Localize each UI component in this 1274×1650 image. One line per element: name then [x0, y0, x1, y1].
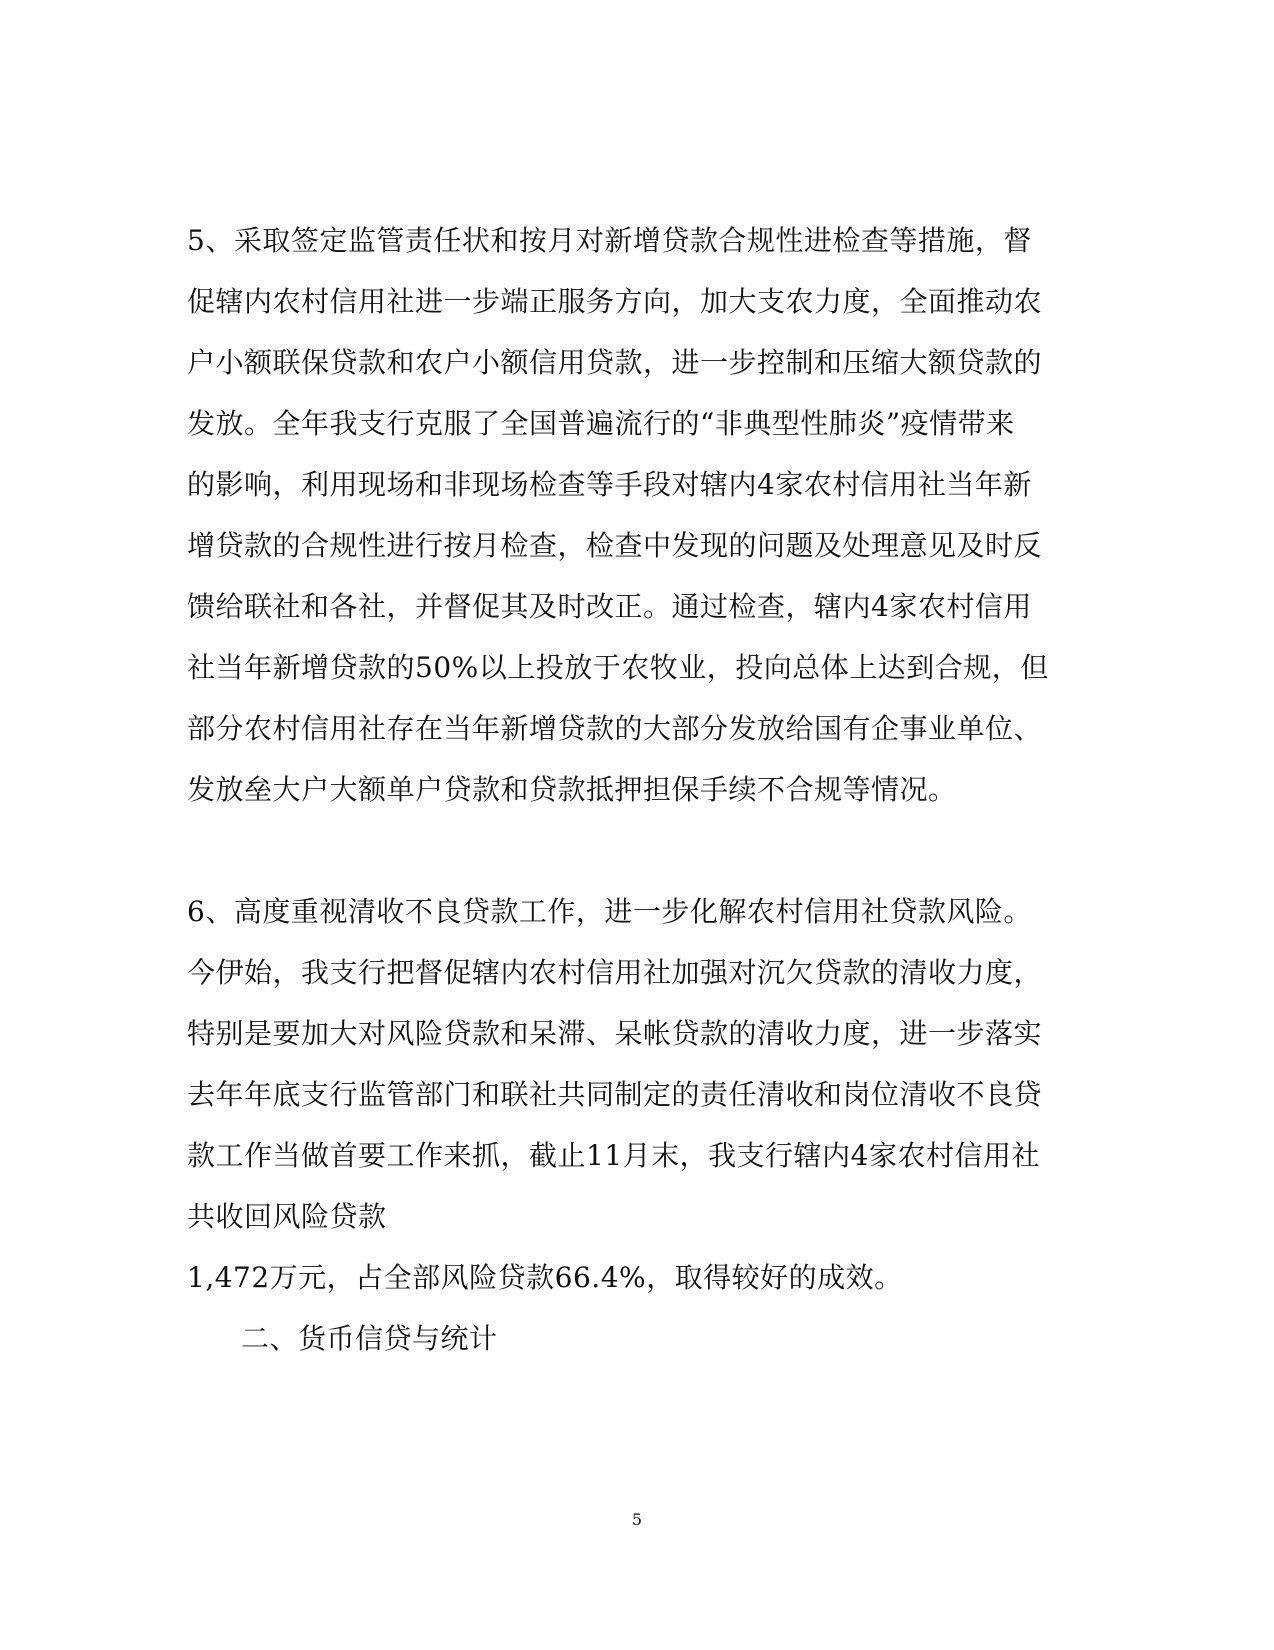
text-line: 的影响，利用现场和非现场检查等手段对辖内4家农村信用社当年新 — [187, 468, 1032, 501]
text-line: 6、高度重视清收不良贷款工作，进一步化解农村信用社贷款风险。 — [187, 895, 1032, 928]
text-line: 5、采取签定监管责任状和按月对新增贷款合规性进检查等措施，督 — [187, 224, 1032, 257]
text-line: 去年年底支行监管部门和联社共同制定的责任清收和岗位清收不良贷 — [187, 1078, 1043, 1111]
text-line: 馈给联社和各社，并督促其及时改正。通过检查，辖内4家农村信用 — [187, 590, 1032, 623]
text-line: 共收回风险贷款 — [187, 1200, 387, 1233]
text-line: 特别是要加大对风险贷款和呆滞、呆帐贷款的清收力度，进一步落实 — [187, 1017, 1043, 1050]
text-line: 增贷款的合规性进行按月检查，检查中发现的问题及处理意见及时反 — [187, 529, 1043, 562]
text-line: 发放。全年我支行克服了全国普遍流行的“非典型性肺炎”疫情带来 — [187, 407, 1015, 440]
text-line: 促辖内农村信用社进一步端正服务方向，加大支农力度，全面推动农 — [187, 285, 1043, 318]
text-line: 社当年新增贷款的50%以上投放于农牧业，投向总体上达到合规，但 — [187, 651, 1049, 684]
page-number: 5 — [631, 1510, 643, 1529]
text-line: 1,472万元，占全部风险贷款66.4%，取得较好的成效。 — [187, 1261, 903, 1294]
text-line: 发放垒大户大额单户贷款和贷款抵押担保手续不合规等情况。 — [187, 773, 957, 806]
text-line: 今伊始，我支行把督促辖内农村信用社加强对沉欠贷款的清收力度， — [187, 956, 1043, 989]
text-line: 户小额联保贷款和农户小额信用贷款，进一步控制和压缩大额贷款的 — [187, 346, 1043, 379]
text-line: 款工作当做首要工作来抓，截止11月末，我支行辖内4家农村信用社 — [187, 1139, 1040, 1172]
text-line: 部分农村信用社存在当年新增贷款的大部分发放给国有企事业单位、 — [187, 712, 1043, 745]
section-heading: 二、货币信贷与统计 — [241, 1322, 498, 1355]
